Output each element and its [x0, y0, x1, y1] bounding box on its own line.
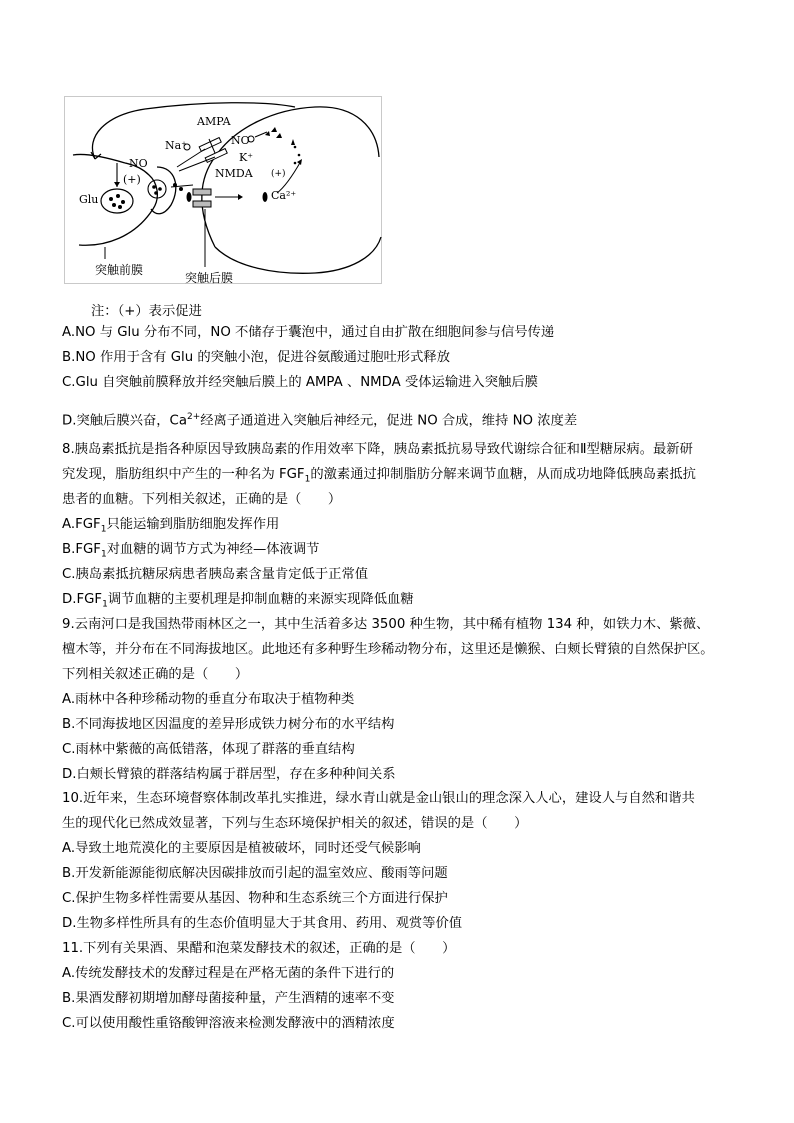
synapse-diagram	[64, 96, 382, 284]
q11-option-c: C.可以使用酸性重铬酸钾溶液来检测发酵液中的酒精浓度	[62, 1016, 395, 1031]
q10-stem-line2: 生的现代化已然成效显著，下列与生态环境保护相关的叙述，错误的是（ ）	[62, 816, 528, 831]
q9-option-d: D.白颊长臂猿的群落结构属于群居型，存在多种种间关系	[62, 767, 396, 782]
glu-label: Glu	[79, 193, 99, 206]
ca-label: Ca²⁺	[271, 189, 297, 202]
q7-option-a: A.NO 与 Glu 分布不同，NO 不储存于囊泡中，通过自由扩散在细胞间参与信号传递	[62, 325, 555, 340]
figure-note: 注：（+）表示促进	[91, 304, 202, 319]
q8-option-d: $D.FGF_1$调节血糖的主要机理是抑制血糖的来源实现降低血糖	[62, 592, 414, 610]
q11-option-a: A.传统发酵技术的发酵过程是在严格无菌的条件下进行的	[62, 966, 395, 981]
q9-option-c: C.雨林中紫薇的高低错落，体现了群落的垂直结构	[62, 742, 355, 757]
q10-stem-line1: 10.近年来，生态环境督察体制改革扎实推进，绿水青山就是金山银山的理念深入人心，建设人与自然和谐共	[62, 791, 695, 806]
no-top-label: NO	[231, 134, 250, 147]
q8-stem-line3: 患者的血糖。下列相关叙述，正确的是（ ）	[62, 492, 342, 507]
q8-stem-line1: 8.胰岛素抵抗是指各种原因导致胰岛素的作用效率下降，胰岛素抵抗易导致代谢综合征和Ⅱ型糖尿病。最新研	[62, 442, 693, 457]
q10-option-c: C.保护生物多样性需要从基因、物种和生态系统三个方面进行保护	[62, 891, 448, 906]
q9-stem-line3: 下列相关叙述正确的是（ ）	[62, 667, 249, 682]
q8-option-c: C.胰岛素抵抗糖尿病患者胰岛素含量肯定低于正常值	[62, 567, 369, 582]
pre-membrane-label: 突触前膜	[95, 263, 144, 277]
plus-right-label: (+)	[271, 169, 286, 179]
ampa-label: AMPA	[197, 115, 231, 128]
q11-stem: 11.下列有关果酒、果醋和泡菜发酵技术的叙述，正确的是（ ）	[62, 941, 456, 956]
q9-stem-line1: 9.云南河口是我国热带雨林区之一，其中生活着多达 3500 种生物，其中稀有植物 134 种，如铁力木、紫薇、	[62, 617, 710, 632]
q10-option-a: A.导致土地荒漠化的主要原因是植被破坏，同时还受气候影响	[62, 841, 421, 856]
q7-option-c: C.Glu 自突触前膜释放并经突触后膜上的 AMPA 、NMDA 受体运输进入突触后膜	[62, 375, 538, 390]
no-left-label: NO	[129, 157, 148, 170]
q7-option-b: B.NO 作用于含有 Glu 的突触小泡，促进谷氨酸通过胞吐形式释放	[62, 350, 450, 365]
q10-option-d: D.生物多样性所具有的生态价值明显大于其食用、药用、观赏等价值	[62, 916, 463, 931]
q8-option-a: $A.FGF_1$只能运输到脂肪细胞发挥作用	[62, 517, 280, 535]
q8-stem-line2: 究发现，脂肪组织中产生的一种名为 $FGF_1$的激素通过抑制脂肪分解来调节血糖，从而成功地降低胰岛素抵抗	[62, 467, 696, 485]
q11-option-b: B.果酒发酵初期增加酵母菌接种量，产生酒精的速率不变	[62, 991, 395, 1006]
q9-option-b: B.不同海拔地区因温度的差异形成铁力树分布的水平结构	[62, 717, 395, 732]
q10-option-b: B.开发新能源能彻底解决因碳排放而引起的温室效应、酸雨等问题	[62, 866, 448, 881]
post-membrane-label: 突触后膜	[185, 271, 234, 285]
nmda-label: NMDA	[215, 167, 253, 180]
k-label: K⁺	[239, 151, 254, 164]
q7-option-d: D.突触后膜兴奋，$Ca^{2+}$经离子通道进入突触后神经元，促进 NO 合成，维持 NO 浓度差	[62, 412, 578, 429]
q8-option-b: $B.FGF_1$对血糖的调节方式为神经—体液调节	[62, 542, 320, 560]
q9-stem-line2: 檀木等，并分布在不同海拔地区。此地还有多种野生珍稀动物分布，这里还是懒猴、白颊长臂猿的自然保护区。	[62, 642, 714, 657]
plus-left-label: (+)	[123, 173, 141, 186]
na-label: Na⁺	[165, 139, 187, 152]
q9-option-a: A.雨林中各种珍稀动物的垂直分布取决于植物种类	[62, 692, 355, 707]
